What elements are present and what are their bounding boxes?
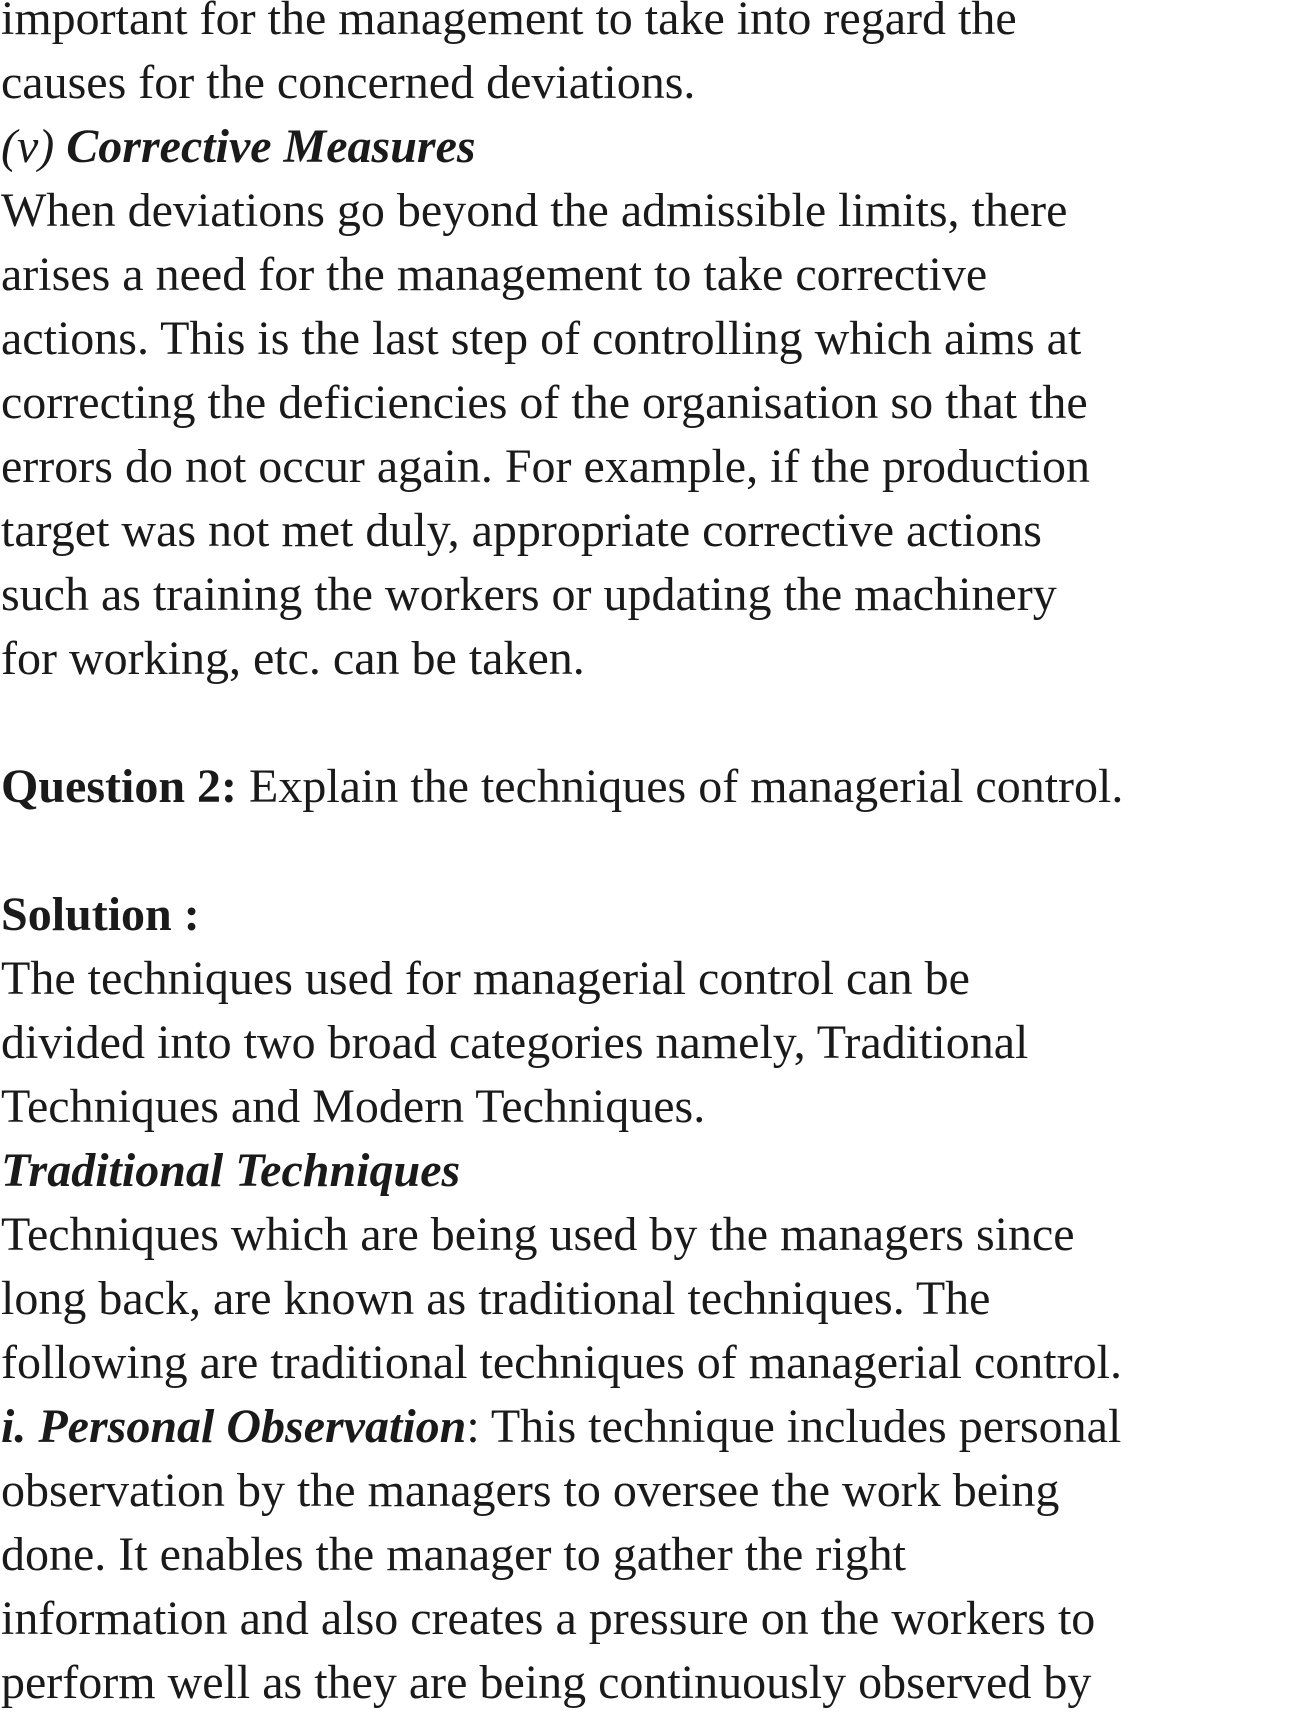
text-line: Techniques which are being used by the managers since: [1, 1208, 1075, 1261]
text-line: following are traditional techniques of managerial control.: [1, 1336, 1122, 1389]
text-line: causes for the concerned deviations.: [1, 56, 696, 109]
text-line: errors do not occur again. For example, if the production: [1, 440, 1090, 493]
text-line: long back, are known as traditional techniques. The: [1, 1272, 991, 1325]
question-label: Question 2:: [1, 760, 238, 813]
text-line: important for the management to take into regard the: [1, 0, 1017, 45]
text-line: correcting the deficiencies of the organisation so that the: [1, 376, 1088, 429]
text-line: perform well as they are being continuously observed by: [1, 1656, 1092, 1709]
text-line: Techniques and Modern Techniques.: [1, 1080, 706, 1133]
text-line: information and also creates a pressure on the workers to: [1, 1592, 1096, 1645]
text-line: observation by the managers to oversee the work being: [1, 1464, 1060, 1517]
item-personal-observation: [1, 1395, 1123, 1459]
section-heading-corrective-measures: [1, 115, 1123, 179]
question-text: Explain the techniques of managerial control.: [237, 760, 1124, 813]
question-line: [1, 755, 1123, 819]
item-label: i. Personal Observation: [1, 1400, 467, 1453]
heading-number: (v): [1, 120, 55, 173]
item-text: : This technique includes personal: [466, 1400, 1122, 1453]
text-line: divided into two broad categories namely, Traditional: [1, 1016, 1029, 1069]
text-line: done. It enables the manager to gather the right: [1, 1528, 906, 1581]
text-line: such as training the workers or updating the machinery: [1, 568, 1057, 621]
document-page: [1, 0, 1123, 1715]
text-line: actions. This is the last step of controlling which aims at: [1, 312, 1082, 365]
text-line: for working, etc. can be taken.: [1, 632, 585, 685]
text-line: When deviations go beyond the admissible limits, there: [1, 184, 1068, 237]
heading-text: Corrective Measures: [54, 120, 476, 173]
text-line: The techniques used for managerial control can be: [1, 952, 970, 1005]
text-line: arises a need for the management to take corrective: [1, 248, 988, 301]
solution-label: Solution :: [1, 888, 200, 941]
section-heading-traditional-techniques: Traditional Techniques: [1, 1144, 461, 1197]
text-line: target was not met duly, appropriate corrective actions: [1, 504, 1042, 557]
